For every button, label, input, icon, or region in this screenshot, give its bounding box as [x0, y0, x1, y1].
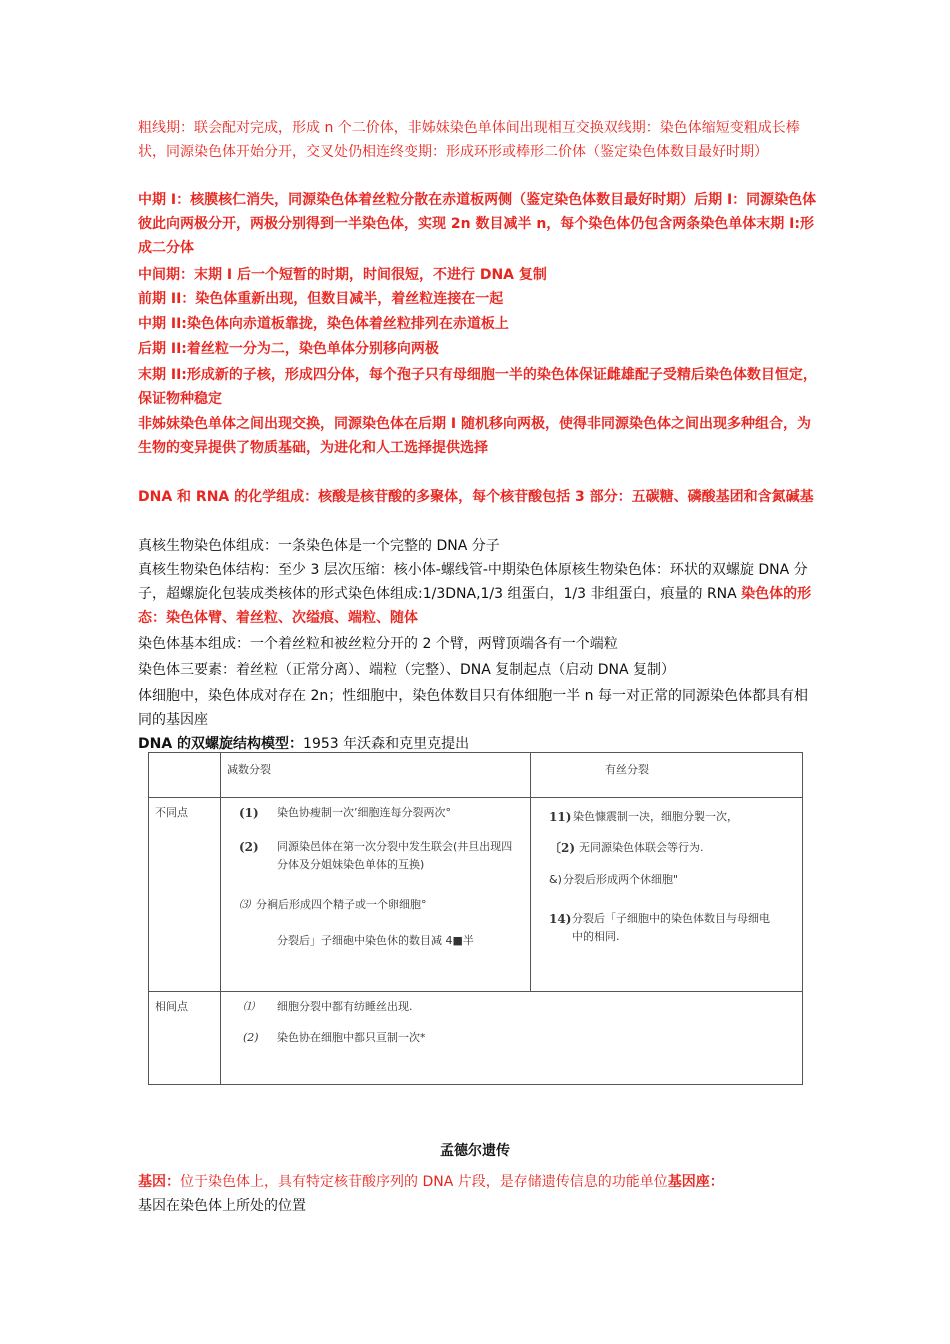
- same-points-cell: [221, 992, 803, 1085]
- double-helix-text: 1953 年沃森和克里克提出: [303, 736, 470, 752]
- meiosis-point: 分裂后」子细砲中染色休的数目减 4■半: [277, 934, 474, 947]
- locus-head: 基因座：: [667, 1174, 724, 1190]
- row-same-label-cell: [149, 992, 221, 1085]
- header-mitosis: 有丝分裂: [605, 763, 649, 776]
- mitosis-points-cell: [531, 798, 803, 992]
- header-meiosis-cell: [221, 753, 531, 798]
- paragraph-chromosome-composition: 真核生物染色体组成：一条染色体是一个完整的 DNA 分子: [138, 538, 500, 554]
- mitosis-point: 分裂后「子细胞中的染色体数目与母细电中的相同.: [572, 912, 770, 943]
- locus-text: 基因在染色体上所处的位置: [138, 1198, 306, 1214]
- header-meiosis: 减数分裂: [227, 763, 271, 776]
- paragraph-prophase-2: 前期 II：染色体重新出现，但数目减半，着丝粒连接在一起: [138, 291, 504, 307]
- section-title: 孟德尔遗传: [440, 1143, 510, 1159]
- paragraph-somatic-cells: 体细胞中，染色体成对存在 2n；性细胞中，染色体数目只有体细胞一半 n 每一对正常的同源染色体都具有相同的基因座: [138, 688, 809, 728]
- meiosis-point-num: (2): [239, 840, 259, 854]
- paragraph-three-elements: 染色体三要素：着丝粒（正常分离）、端粒（完整）、DNA 复制起点（启动 DNA 复制）: [138, 662, 676, 678]
- paragraph-chromosome-structure: [138, 558, 818, 630]
- paragraph-basic-composition: 染色体基本组成：一个着丝粒和被丝粒分开的 2 个臂，两臂顶端各有一个端粒: [138, 636, 618, 652]
- mitosis-point-num: &): [549, 873, 562, 886]
- row-different-label: 不同点: [155, 806, 188, 819]
- paragraph-gene: [138, 1170, 818, 1218]
- header-mitosis-cell: [531, 753, 803, 798]
- gene-head: 基因：: [138, 1174, 180, 1190]
- same-point: 染色协在细胞中都只亘制一次*: [277, 1031, 426, 1044]
- mitosis-point: 无同源染色体联会等行为.: [579, 841, 704, 854]
- row-different-label-cell: [149, 798, 221, 992]
- paragraph-anaphase-2: 后期 II:着丝粒一分为二，染色单体分别移向两极: [138, 341, 439, 357]
- paragraph-crossover: 非姊妹染色单体之间出现交换，同源染色体在后期 I 随机移向两极，使得非同源染色体之间出现多种组合，为生物的变异提供了物质基础，为进化和人工选择提供选择: [138, 416, 811, 456]
- mitosis-point: 染色慷震制一决，细胞分製一次，: [573, 810, 738, 823]
- meiosis-point: 染色协瘦制一次’细胞连每分裂两次°: [277, 806, 451, 819]
- structure-text: 真核生物染色体结构：至少 3 层次压缩：核小体-螺线管-中期染色体原核生物染色体：环状的双螺旋 DNA 分子，超螺旋化包装成类核体的形式染色体组成:1/3DNA,1/3 组蛋白，1/3 非组蛋白，痕量的 RNA: [138, 562, 808, 602]
- paragraph-telophase-2: 末期 II:形成新的子核，形成四分体，每个孢子只有母细胞一半的染色体保证雌雄配子受精后染色体数目恒定，保证物种稳定: [138, 367, 817, 407]
- mitosis-point-num: 11): [549, 810, 572, 824]
- mitosis-point-num: 14): [549, 912, 572, 926]
- header-empty-cell: [149, 753, 221, 798]
- paragraph-metaphase-2: 中期 II:染色体向赤道板靠拢，染色体着丝粒排列在赤道板上: [138, 316, 509, 332]
- meiosis-point-num: ⑶: [239, 898, 250, 911]
- morphology-text: 染色体的形态：染色体臂、着丝粒、次缢痕、端粒、随体: [138, 586, 812, 626]
- gene-text: 位于染色体上，具有特定核苷酸序列的 DNA 片段，是存储遗传信息的功能单位: [180, 1174, 668, 1190]
- comparison-table: [148, 752, 803, 1085]
- same-point-num: (2): [243, 1031, 259, 1044]
- meiosis-point: 分裥后形成四个精子或一个卵细胞°: [256, 898, 427, 911]
- mitosis-point-num: 〔2): [549, 841, 576, 855]
- same-point: 细胞分裂中都有纺睡丝出现.: [277, 1000, 413, 1013]
- paragraph-nucleic-acid: DNA 和 RNA 的化学组成：核酸是核苷酸的多聚体，每个核苷酸包括 3 部分：五碳糖、磷酸基团和含氮碱基: [138, 489, 814, 505]
- meiosis-point: 同源染邑体在第一次分裂中发生联会(井旦出现四分体及分姐妹染色单体的互换): [277, 840, 513, 871]
- row-same-label: 相间点: [155, 1000, 188, 1013]
- mitosis-point: 分裂后形成两个休细胞": [563, 873, 679, 886]
- paragraph-pachytene: 粗线期：联会配对完成，形成 n 个二价体，非姊妹染色单体间出现相互交换双线期：染色体缩短变粗成长棒状，同源染色体开始分开，交叉处仍相连终变期：形成环形或棒形二价体（鉴定染色体数目最好时期）: [138, 120, 800, 160]
- same-point-num: ⑴: [243, 1000, 254, 1013]
- double-helix-head: DNA 的双螺旋结构模型：: [138, 736, 304, 752]
- meiosis-points-cell: [221, 798, 531, 992]
- meiosis-point-num: (1): [239, 806, 259, 820]
- paragraph-interkinesis: 中间期：末期 I 后一个短暂的时期，时间很短，不进行 DNA 复制: [138, 267, 547, 283]
- paragraph-metaphase-1: 中期 I：核膜核仁消失，同源染色体着丝粒分散在赤道板两侧（鉴定染色体数目最好时期）后期 I：同源染色体彼此向两极分开，两极分别得到一半染色体，实现 2n 数目减半 n，每个染色体仍包含两条染色单体末期 I:形成二分体: [138, 192, 817, 256]
